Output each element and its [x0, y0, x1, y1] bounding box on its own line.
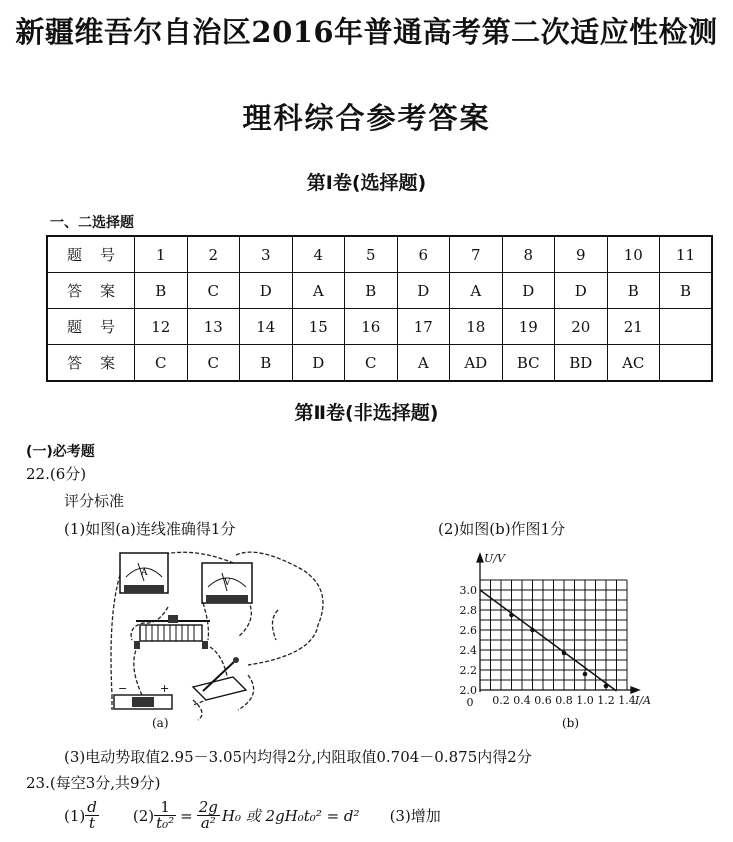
row-header: 答案: [47, 345, 135, 382]
x-tick-label: 1.0: [576, 694, 594, 707]
question-number: 11: [660, 236, 713, 273]
ammeter-icon: [120, 553, 168, 593]
answer-cell: B: [607, 273, 660, 309]
table-row: [47, 309, 712, 345]
question-number: 10: [607, 236, 660, 273]
question-number: 2: [187, 236, 240, 273]
figure-a-caption: (a): [152, 716, 169, 730]
answer-cell: [660, 345, 713, 382]
table-row: [47, 273, 712, 309]
table-row: [47, 345, 712, 382]
part1-section-heading: 一、二选择题: [50, 215, 134, 231]
q23-p1-label: (1): [64, 806, 86, 825]
q23-p2-rhs-denominator: a²: [200, 814, 216, 832]
answer-cell: A: [292, 273, 345, 309]
question-number: 14: [240, 309, 293, 345]
row-header: 答案: [47, 273, 135, 309]
rheostat-icon: [134, 615, 210, 649]
question-number: 3: [240, 236, 293, 273]
part1-title: 第Ⅰ卷(选择题): [306, 172, 427, 194]
answer-cell: C: [345, 345, 398, 382]
question-number: 6: [397, 236, 450, 273]
y-axis-arrow: [477, 554, 483, 562]
y-tick-label: 2.0: [459, 684, 477, 697]
answer-cell: D: [555, 273, 608, 309]
answer-cell: A: [450, 273, 503, 309]
answer-cell: B: [345, 273, 398, 309]
q22-item3: (3)电动势取值2.95－3.05内均得2分,内阻取值0.704－0.875内得2分: [64, 748, 532, 766]
data-point: [583, 672, 588, 677]
question-number: 19: [502, 309, 555, 345]
x-axis-arrow: [631, 687, 639, 693]
answer-cell: C: [187, 273, 240, 309]
answer-cell: C: [187, 345, 240, 382]
document-title: 新疆维吾尔自治区2016年普通高考第二次适应性检测: [15, 15, 718, 49]
answer-cell: B: [240, 345, 293, 382]
battery-plus-label: +: [160, 682, 170, 695]
question-number: 8: [502, 236, 555, 273]
x-tick-label: 1.2: [597, 694, 615, 707]
data-point: [562, 651, 567, 656]
question-number: 20: [555, 309, 608, 345]
battery-icon: [114, 682, 172, 709]
question-number: 15: [292, 309, 345, 345]
q23-p2-lhs-numerator: 1: [154, 800, 176, 816]
q23-answers: (1) $\frac{d}{t}$ (2) $\frac{1}{\text{t₀²}}$ = $\frac{2g}{\text{a²}}$ H₀ 或 2gH₀t₀² = d² (3)增加: [64, 798, 441, 832]
question-number: 13: [187, 309, 240, 345]
q22-criteria: 评分标准: [64, 492, 125, 510]
q23-title: 23.(每空3分,共9分): [26, 774, 161, 792]
data-point: [604, 684, 609, 689]
answer-cell: BC: [502, 345, 555, 382]
q23-p2-rhs: [197, 800, 220, 831]
document-subtitle: 理科综合参考答案: [242, 101, 491, 135]
x-tick-label: 0.8: [555, 694, 573, 707]
question-number: [660, 309, 713, 345]
question-number: 9: [555, 236, 608, 273]
data-point: [509, 613, 514, 618]
question-number: 4: [292, 236, 345, 273]
x-axis-label: I/A: [635, 694, 651, 707]
answer-table: [46, 235, 713, 382]
ammeter-label: A: [141, 568, 148, 578]
question-number: 17: [397, 309, 450, 345]
q22-item2: (2)如图(b)作图1分: [438, 520, 566, 538]
answer-cell: A: [397, 345, 450, 382]
row-header: 题号: [47, 236, 135, 273]
question-number: 5: [345, 236, 398, 273]
voltmeter-label: V: [224, 578, 231, 588]
q23-p2-tail: H₀ 或 2gH₀t₀² = d²: [221, 807, 360, 825]
answer-cell: D: [502, 273, 555, 309]
x-tick-label: 0.4: [513, 694, 531, 707]
q23-p3: (3)增加: [389, 807, 441, 825]
answer-cell: D: [292, 345, 345, 382]
q23-p1-fraction: [85, 800, 99, 831]
question-number: 21: [607, 309, 660, 345]
part2-section-heading: (一)必考题: [26, 444, 95, 460]
switch-icon: [193, 657, 246, 700]
answer-cell: B: [135, 273, 188, 309]
battery-minus-label: −: [118, 682, 128, 695]
q22-item1: (1)如图(a)连线准确得1分: [64, 520, 236, 538]
answer-cell: B: [660, 273, 713, 309]
q23-p2-label: (2): [132, 806, 155, 825]
question-number: 18: [450, 309, 503, 345]
origin-label: 0: [466, 696, 474, 709]
table-row: [47, 236, 712, 273]
voltmeter-icon: [202, 563, 252, 603]
y-tick-label: 2.6: [459, 624, 477, 637]
answer-cell: C: [135, 345, 188, 382]
x-tick-label: 0.2: [492, 694, 510, 707]
q23-p2-rhs-numerator: 2g: [198, 798, 218, 816]
question-number: 7: [450, 236, 503, 273]
answer-cell: D: [397, 273, 450, 309]
q23-p2-lhs: [154, 800, 176, 831]
question-number: 1: [135, 236, 188, 273]
q23-p2-lhs-denominator: t₀²: [156, 814, 175, 832]
ui-graph: [440, 550, 670, 720]
y-tick-label: 2.8: [459, 604, 477, 617]
answer-cell: AC: [607, 345, 660, 382]
y-tick-label: 2.2: [459, 664, 477, 677]
q23-p1-denominator: t: [89, 814, 96, 832]
q23-p1-numerator: d: [87, 798, 97, 816]
data-point: [530, 628, 535, 633]
answer-cell: BD: [555, 345, 608, 382]
y-axis-label: U/V: [484, 552, 505, 565]
y-tick-label: 2.4: [459, 644, 477, 657]
q22-title: 22.(6分): [26, 465, 87, 483]
y-tick-label: 3.0: [459, 584, 477, 597]
x-tick-label: 0.6: [534, 694, 552, 707]
question-number: 12: [135, 309, 188, 345]
row-header: 题号: [47, 309, 135, 345]
answer-cell: D: [240, 273, 293, 309]
figure-b-caption: (b): [562, 716, 580, 730]
part2-title: 第Ⅱ卷(非选择题): [294, 402, 439, 424]
x-tick-label: 1.4: [618, 694, 636, 707]
circuit-diagram: [98, 545, 358, 730]
answer-cell: AD: [450, 345, 503, 382]
question-number: 16: [345, 309, 398, 345]
